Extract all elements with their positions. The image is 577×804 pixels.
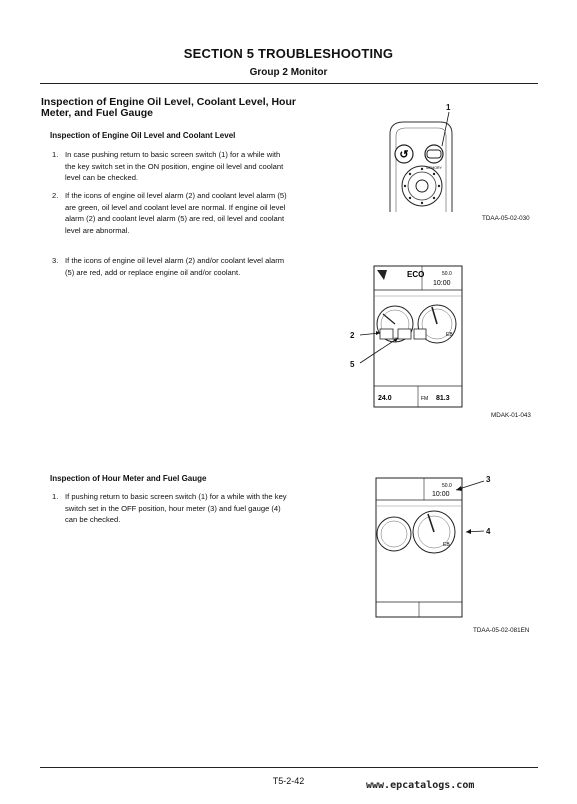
page-number: T5-2-42 — [272, 776, 305, 786]
fig3-caption: TDAA-05-02-081EN — [473, 627, 530, 634]
freq-value: 81.3 — [436, 395, 450, 402]
svg-text:↺: ↺ — [399, 149, 409, 161]
callout-4: 4 — [486, 527, 491, 536]
fig2-caption: MDAK-01-043 — [491, 412, 531, 419]
callout-2: 2 — [350, 331, 355, 340]
callout-3: 3 — [486, 475, 491, 484]
callout-arrows-fig3 — [450, 478, 490, 538]
memory-label: MEMORY — [426, 166, 442, 170]
step-text: If the icons of engine oil level alarm (2) and/or coolant level alarm (5) are red, add or replace engine oil and/or coolant. — [65, 256, 285, 277]
svg-text:EB: EB — [446, 332, 453, 338]
step-text: If pushing return to basic screen switch (1) for a while with the key switch set in the OFF position, hour meter (3) and fuel gauge (4) can be checked. — [65, 492, 287, 525]
callout-1: 1 — [446, 103, 451, 112]
watermark: www.epcatalogs.com — [366, 780, 475, 791]
fig1-caption: TDAA-05-02-030 — [482, 215, 530, 222]
section-subtitle: Group 2 Monitor — [249, 67, 328, 78]
switch-panel-figure — [380, 112, 460, 212]
callout-5: 5 — [350, 360, 355, 369]
eco-label: ECO — [407, 270, 425, 279]
step-1-oil — [52, 149, 292, 185]
step-2-oil — [52, 190, 292, 250]
bottom-divider — [40, 767, 538, 768]
step-number: 3. — [52, 256, 59, 265]
hour-meter-value: 50.0 — [442, 271, 452, 277]
fm-label: FM — [421, 396, 429, 402]
temp-value: 24.0 — [378, 395, 392, 402]
step-number: 1. — [52, 150, 59, 159]
main-heading: Inspection of Engine Oil Level, Coolant Level, Hour Meter, and Fuel Gauge — [41, 96, 296, 119]
step-number: 1. — [52, 492, 59, 501]
step-text: In case pushing return to basic screen switch (1) for a while with the key switch set in the ON position, engine oil level and coolant level can be checked. — [65, 150, 284, 183]
subheading-oil-coolant: Inspection of Engine Oil Level and Coolant Level — [50, 131, 236, 140]
clock-value: 10:00 — [433, 280, 451, 287]
section-title: SECTION 5 TROUBLESHOOTING — [183, 46, 394, 61]
step-1-hour — [52, 491, 292, 527]
step-text: If the icons of engine oil level alarm (2) and coolant level alarm (5) are green, oil level and coolant level are normal. If engine oil level alarm (2) and coolant level alarm (5) are red, oil level and coolant level are abnormal. — [65, 191, 287, 235]
step-3-oil — [52, 255, 292, 291]
clock-value: 10:00 — [432, 491, 450, 498]
svg-text:EB: EB — [443, 542, 450, 548]
hour-meter-value: 50.0 — [442, 483, 452, 489]
subheading-hour-fuel: Inspection of Hour Meter and Fuel Gauge — [50, 474, 207, 483]
top-divider — [40, 83, 538, 84]
callout-arrows-fig2 — [358, 330, 418, 370]
step-number: 2. — [52, 191, 59, 200]
